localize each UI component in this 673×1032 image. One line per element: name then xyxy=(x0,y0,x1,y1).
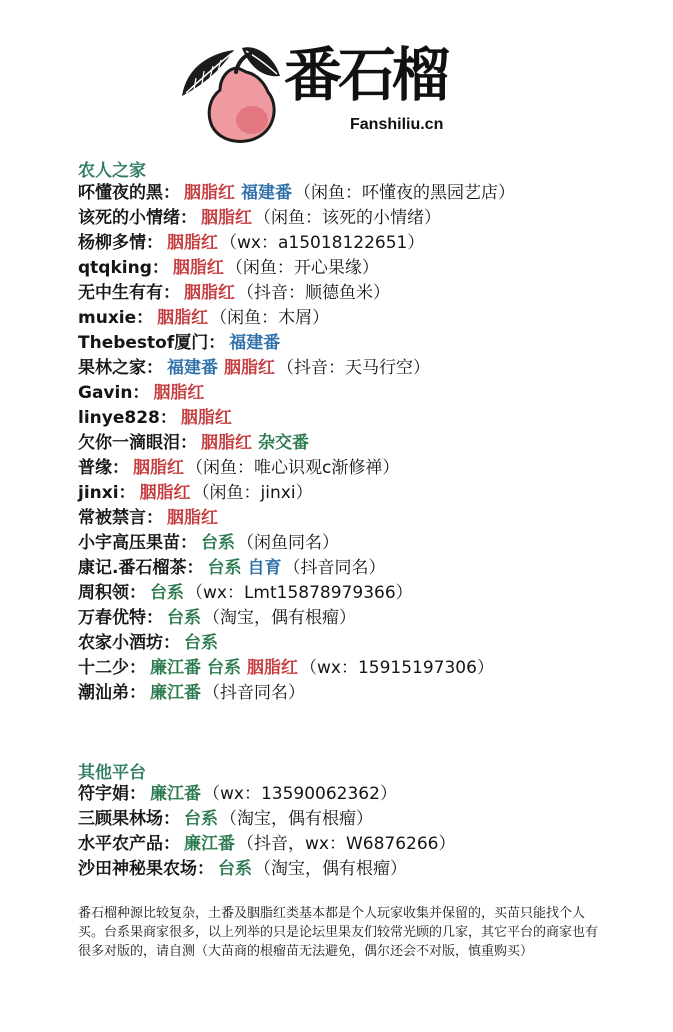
seller-contact-note: （闲鱼：开心果缘） xyxy=(225,258,379,278)
seller-row xyxy=(78,381,515,406)
seller-contact-note: （wx：Lmt15878979366） xyxy=(186,583,413,603)
variety-tag: 杂交番 xyxy=(258,433,309,453)
seller-row xyxy=(78,406,515,431)
variety-tag: 胭脂红 xyxy=(201,433,252,453)
variety-tag: 台系 xyxy=(184,809,218,829)
seller-row xyxy=(78,681,515,706)
seller-row xyxy=(78,631,515,656)
seller-row xyxy=(78,656,515,681)
seller-name: 农家小酒坊： xyxy=(78,633,180,653)
seller-contact-note: （抖音：天马行空） xyxy=(277,358,430,378)
site-logo[interactable] xyxy=(172,38,472,148)
seller-row xyxy=(78,782,456,807)
variety-tag: 台系 xyxy=(218,859,252,879)
seller-row xyxy=(78,857,456,882)
variety-tag: 台系 xyxy=(201,533,235,553)
seller-contact-note: （闲鱼同名） xyxy=(237,533,339,553)
seller-name: 十二少： xyxy=(78,658,146,678)
seller-name: jinxi： xyxy=(78,483,136,503)
seller-contact-note: （wx：15915197306） xyxy=(300,658,494,678)
seller-contact-note: （wx：13590062362） xyxy=(203,784,397,804)
variety-tag: 胭脂红 xyxy=(153,383,205,403)
seller-row xyxy=(78,481,515,506)
variety-tag: 胭脂红 xyxy=(184,283,235,303)
seller-name: Thebestof厦门： xyxy=(78,333,226,353)
seller-row xyxy=(78,306,515,331)
seller-contact-note: （抖音，wx：W6876266） xyxy=(237,834,456,854)
footnote: 番石榴种源比较复杂，土番及胭脂红类基本都是个人玩家收集并保留的，买苗只能找个人买。台系果商家很多，以上列举的只是论坛里果友们较常光顾的几家，其它平台的商家也有很多对版的，请自测（大苗商的根瘤苗无法避免，偶尔还会不对版，慎重购买） xyxy=(78,906,599,959)
seller-list-farm xyxy=(78,181,515,706)
variety-tag: 廉江番 xyxy=(184,834,235,854)
seller-name: 水平农产品： xyxy=(78,834,180,854)
variety-tag: 胭脂红 xyxy=(180,408,232,428)
seller-row xyxy=(78,256,515,281)
seller-row xyxy=(78,206,515,231)
variety-tag: 台系 xyxy=(207,558,242,578)
seller-contact-note: （闲鱼：吥懂夜的黑园艺店） xyxy=(294,183,515,203)
guava-fruit-icon xyxy=(172,38,284,148)
seller-name: 欠你一滴眼泪： xyxy=(78,433,197,453)
seller-name: 无中生有有： xyxy=(78,283,180,303)
seller-contact-note: （闲鱼：jinxi） xyxy=(192,483,313,503)
seller-list-other xyxy=(78,782,456,882)
seller-name: 小宇高压果苗： xyxy=(78,533,197,553)
seller-contact-note: （抖音同名） xyxy=(283,558,386,578)
seller-name: Gavin： xyxy=(78,383,150,403)
variety-tag: 胭脂红 xyxy=(184,183,235,203)
seller-name: 潮汕弟： xyxy=(78,683,146,703)
variety-tag: 胭脂红 xyxy=(157,308,209,328)
variety-tag: 台系 xyxy=(150,583,184,603)
seller-row xyxy=(78,431,515,456)
variety-tag: 台系 xyxy=(184,633,218,653)
variety-tag: 台系 xyxy=(207,658,241,678)
seller-row xyxy=(78,832,456,857)
seller-row xyxy=(78,456,515,481)
seller-row xyxy=(78,356,515,381)
variety-tag: 胭脂红 xyxy=(247,658,298,678)
seller-name: 常被禁言： xyxy=(78,508,163,528)
logo-title: 番石榴 xyxy=(284,41,447,109)
seller-contact-note: （淘宝，偶有根瘤） xyxy=(254,859,407,879)
variety-tag: 廉江番 xyxy=(150,658,201,678)
seller-name: 果林之家： xyxy=(78,358,163,378)
seller-row xyxy=(78,531,515,556)
variety-tag: 福建番 xyxy=(167,358,218,378)
seller-name: 吥懂夜的黑： xyxy=(78,183,180,203)
seller-row xyxy=(78,556,515,581)
variety-tag: 台系 xyxy=(167,608,201,628)
variety-tag: 胭脂红 xyxy=(224,358,275,378)
section-title-farm: 农人之家 xyxy=(78,161,146,181)
variety-tag: 胭脂红 xyxy=(167,508,218,528)
seller-name: 普缘： xyxy=(78,458,129,478)
seller-name: 杨柳多情： xyxy=(78,233,163,253)
seller-name: 该死的小情绪： xyxy=(78,208,197,228)
seller-row xyxy=(78,581,515,606)
variety-tag: 自育 xyxy=(247,558,282,578)
seller-row xyxy=(78,506,515,531)
section-title-other: 其他平台 xyxy=(78,763,146,783)
seller-contact-note: （抖音同名） xyxy=(203,683,305,703)
logo-subtitle: Fanshiliu.cn xyxy=(350,116,444,133)
seller-name: 周积领： xyxy=(78,583,146,603)
seller-row xyxy=(78,606,515,631)
seller-row xyxy=(78,807,456,832)
seller-contact-note: （淘宝，偶有根瘤） xyxy=(203,608,356,628)
seller-row xyxy=(78,181,515,206)
seller-name: qtqking： xyxy=(78,258,169,278)
seller-name: muxie： xyxy=(78,308,154,328)
variety-tag: 廉江番 xyxy=(150,784,201,804)
variety-tag: 胭脂红 xyxy=(139,483,191,503)
seller-row xyxy=(78,281,515,306)
seller-name: 符宇娟： xyxy=(78,784,146,804)
variety-tag: 福建番 xyxy=(229,333,281,353)
variety-tag: 廉江番 xyxy=(150,683,201,703)
seller-contact-note: （淘宝，偶有根瘤） xyxy=(220,809,373,829)
seller-row xyxy=(78,331,515,356)
seller-name: 康记.番石榴茶： xyxy=(78,558,204,578)
variety-tag: 胭脂红 xyxy=(167,233,218,253)
seller-name: 三顾果林场： xyxy=(78,809,180,829)
seller-contact-note: （闲鱼：木屑） xyxy=(210,308,330,328)
seller-name: 沙田神秘果农场： xyxy=(78,859,214,879)
seller-contact-note: （wx：a15018122651） xyxy=(220,233,425,253)
seller-name: linye828： xyxy=(78,408,177,428)
seller-contact-note: （抖音：顺德鱼米） xyxy=(237,283,390,303)
variety-tag: 胭脂红 xyxy=(133,458,184,478)
seller-contact-note: （闲鱼：该死的小情绪） xyxy=(254,208,441,228)
seller-contact-note: （闲鱼：唯心识观c渐修禅） xyxy=(186,458,400,478)
seller-row xyxy=(78,231,515,256)
variety-tag: 胭脂红 xyxy=(201,208,252,228)
seller-name: 万春优特： xyxy=(78,608,163,628)
variety-tag: 福建番 xyxy=(241,183,292,203)
variety-tag: 胭脂红 xyxy=(172,258,224,278)
